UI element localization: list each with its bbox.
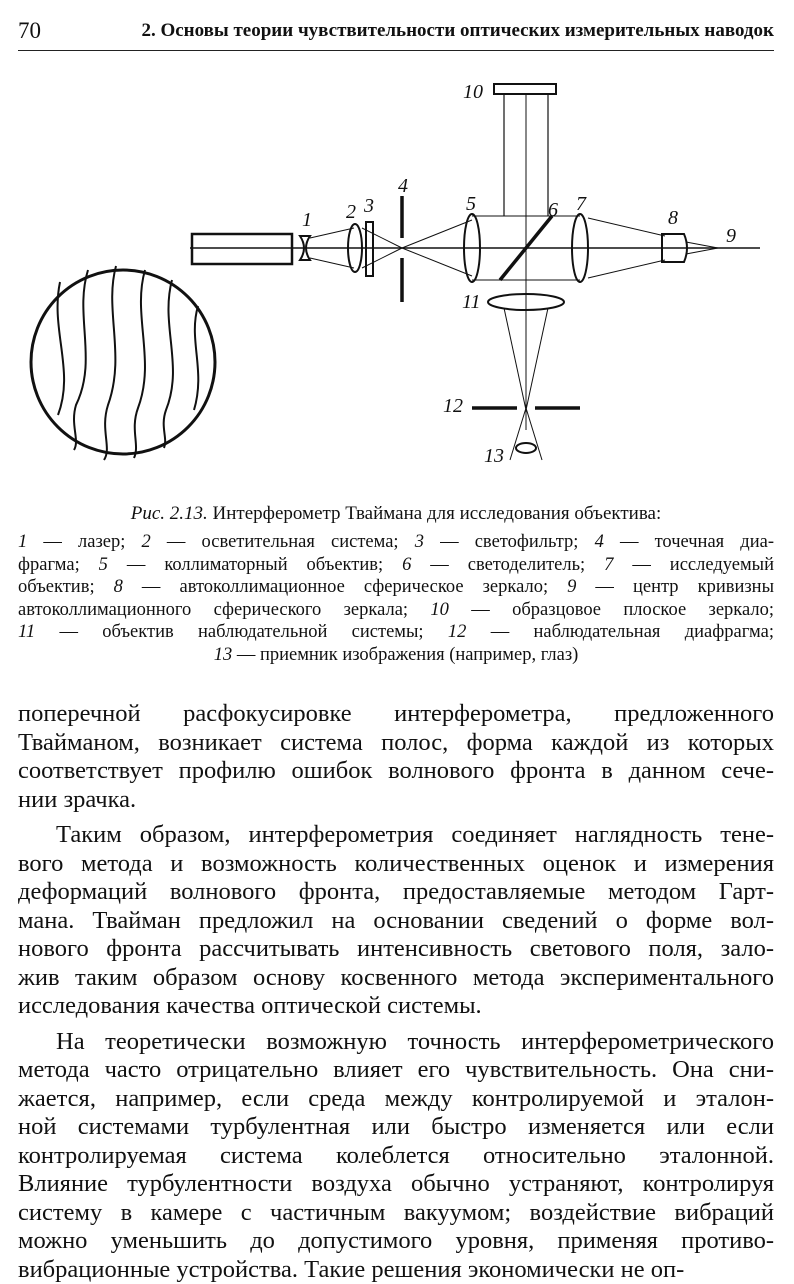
label-6: 6	[548, 200, 558, 220]
paragraph-line: нии зрачка.	[18, 786, 774, 815]
interferometer-figure	[0, 70, 794, 500]
legend-text: фрагма;	[18, 555, 99, 575]
paragraph-line: вибрационные устройства. Такие решения экономически не оп-	[18, 1256, 774, 1284]
legend-text: — лазер;	[27, 532, 141, 552]
legend-number: 6	[402, 555, 411, 575]
fringe	[74, 270, 88, 450]
legend-text: — центр кривизны	[576, 577, 774, 597]
fringe	[104, 266, 116, 460]
legend-text: — образцовое плоское зеркало;	[449, 600, 774, 620]
figure-legend	[18, 531, 774, 666]
paragraph-line: контролируемая система колеблется относительно эталонной.	[18, 1142, 774, 1171]
paragraph-line: Тваймaном, возникает система полос, форма каждой из которых	[18, 729, 774, 758]
legend-number: 7	[604, 555, 613, 575]
fringe	[58, 282, 65, 415]
label-3: 3	[364, 196, 374, 216]
legend-number: 11	[18, 622, 35, 642]
label-2: 2	[346, 202, 356, 222]
label-4: 4	[398, 176, 408, 196]
paragraph-line: Влияние турбулентности воздуха обычно устраняют, контролируя	[18, 1170, 774, 1199]
mirror-10	[494, 84, 556, 94]
paragraph-line: вого метода и возможность количественных оценок и измерения	[18, 850, 774, 879]
legend-text: — объектив наблюдательной системы;	[35, 622, 448, 642]
page-number: 70	[18, 18, 41, 44]
paragraph-line: поперечной расфокусировке интерферометра, предложенного	[18, 700, 774, 729]
paragraph-line: мана. Тваймaн предложил на основании сведений о форме вол-	[18, 907, 774, 936]
label-11: 11	[462, 292, 481, 312]
legend-text: — коллиматорный объектив;	[108, 555, 402, 575]
paragraph-line: нового фронта рассчитывать интенсивность светового поля, зало-	[18, 935, 774, 964]
legend-text: — исследуемый	[613, 555, 774, 575]
paragraph-line: систему в камере с частичным вакуумом; воздействие вибраций	[18, 1199, 774, 1228]
legend-number: 1	[18, 532, 27, 552]
figure-title: Интерферометр Тваймана для исследования объектива:	[213, 503, 662, 524]
legend-number: 2	[142, 532, 151, 552]
paragraph-line: метода часто отрицательно влияет его чувствительность. Она сни-	[18, 1056, 774, 1085]
legend-text: — точечная диа-	[604, 532, 774, 552]
figure-reference: Рис. 2.13.	[131, 503, 208, 524]
paragraph-line: ной системами турбулентная или быстро изменяется или если	[18, 1113, 774, 1142]
paragraph-line: жив таким образом основу косвенного метода экспериментального	[18, 964, 774, 993]
legend-line	[18, 576, 774, 599]
legend-text: — светофильтр;	[424, 532, 595, 552]
legend-text: — приемник изображения (например, глаз)	[232, 645, 578, 665]
legend-number: 13	[214, 645, 233, 665]
legend-number: 4	[595, 532, 604, 552]
legend-text: — наблюдательная диафрагма;	[466, 622, 774, 642]
label-1: 1	[302, 210, 312, 230]
label-5: 5	[466, 194, 476, 214]
legend-text: автоколлимационного сферического зеркала;	[18, 600, 430, 620]
legend-line	[18, 531, 774, 554]
label-12: 12	[443, 396, 463, 416]
label-7: 7	[576, 194, 586, 214]
legend-number: 10	[430, 600, 449, 620]
legend-line	[18, 599, 774, 622]
legend-number: 9	[567, 577, 576, 597]
label-10: 10	[463, 82, 483, 102]
legend-text: — осветительная система;	[151, 532, 415, 552]
legend-text: объектив;	[18, 577, 114, 597]
fringe	[134, 270, 145, 458]
legend-line	[18, 621, 774, 644]
paragraph-line: соответствует профилю ошибок волнового фронта в данном сече-	[18, 757, 774, 786]
paragraph-line: На теоретически возможную точность интерферометрического	[18, 1028, 774, 1057]
paragraph-line: исследования качества оптической системы.	[18, 992, 774, 1021]
legend-text: — светоделитель;	[411, 555, 604, 575]
optical-schematic	[0, 70, 794, 500]
running-title: 2. Основы теории чувствительности оптических измерительных наводок	[141, 20, 774, 42]
figure-caption	[18, 503, 774, 525]
label-8: 8	[668, 208, 678, 228]
paragraph-line: деформаций волнового фронта, предоставляемые методом Гарт-	[18, 878, 774, 907]
legend-number: 5	[99, 555, 108, 575]
legend-number: 8	[114, 577, 123, 597]
paragraph-line: Таким образом, интерферометрия соединяет наглядность тене-	[18, 821, 774, 850]
legend-number: 3	[415, 532, 424, 552]
legend-line	[18, 554, 774, 577]
legend-text: — автоколлимационное сферическое зеркало;	[123, 577, 567, 597]
laser-body	[192, 234, 292, 264]
fringe	[194, 306, 198, 410]
page-header	[18, 14, 774, 51]
fringe	[164, 280, 173, 448]
body-text	[18, 700, 774, 1284]
label-13: 13	[484, 446, 504, 466]
legend-line	[18, 644, 774, 667]
paragraph-line: можно уменьшить до допустимого уровня, применяя противо-	[18, 1227, 774, 1256]
paragraph-line: жается, например, если среда между контролируемой и эталон-	[18, 1085, 774, 1114]
label-9: 9	[726, 226, 736, 246]
legend-number: 12	[448, 622, 467, 642]
eye-13	[516, 443, 536, 453]
